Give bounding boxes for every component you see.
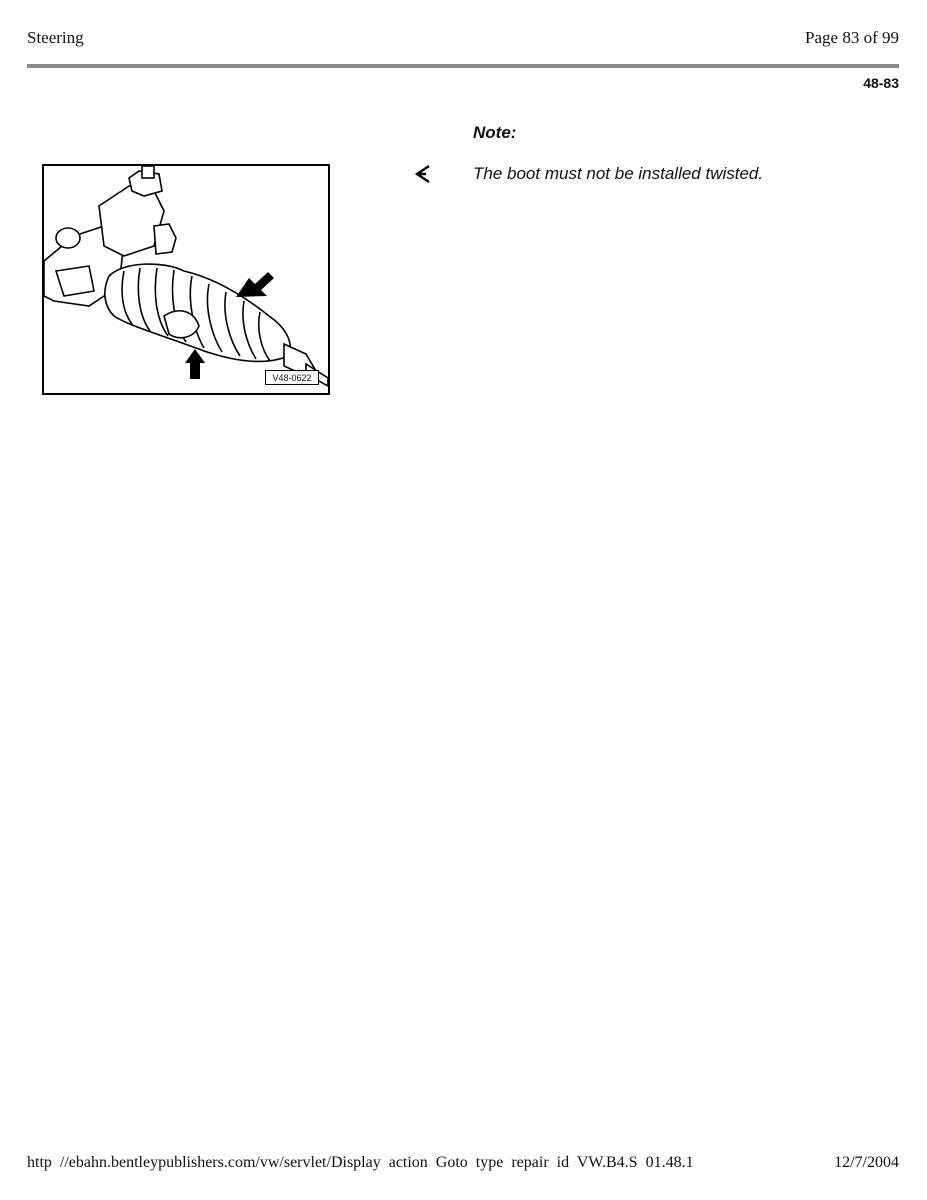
note-item-text: The boot must not be installed twisted. bbox=[473, 164, 764, 183]
note-heading: Note: bbox=[473, 123, 517, 142]
header-title: Steering bbox=[27, 28, 84, 47]
footer-date: 12/7/2004 bbox=[834, 1154, 899, 1171]
page-number: Page 83 of 99 bbox=[805, 28, 899, 47]
section-code: 48-83 bbox=[863, 75, 899, 91]
pointer-arrow-icon bbox=[414, 164, 432, 184]
footer-url: http //ebahn.bentleypublishers.com/vw/servlet/Display action Goto type repair id VW.B4.S 01.48.1 bbox=[27, 1154, 694, 1171]
illustration-drawing bbox=[44, 166, 328, 393]
header-divider bbox=[27, 64, 899, 68]
figure-code-label: V48-0622 bbox=[265, 370, 319, 385]
steering-boot-illustration bbox=[42, 164, 330, 395]
